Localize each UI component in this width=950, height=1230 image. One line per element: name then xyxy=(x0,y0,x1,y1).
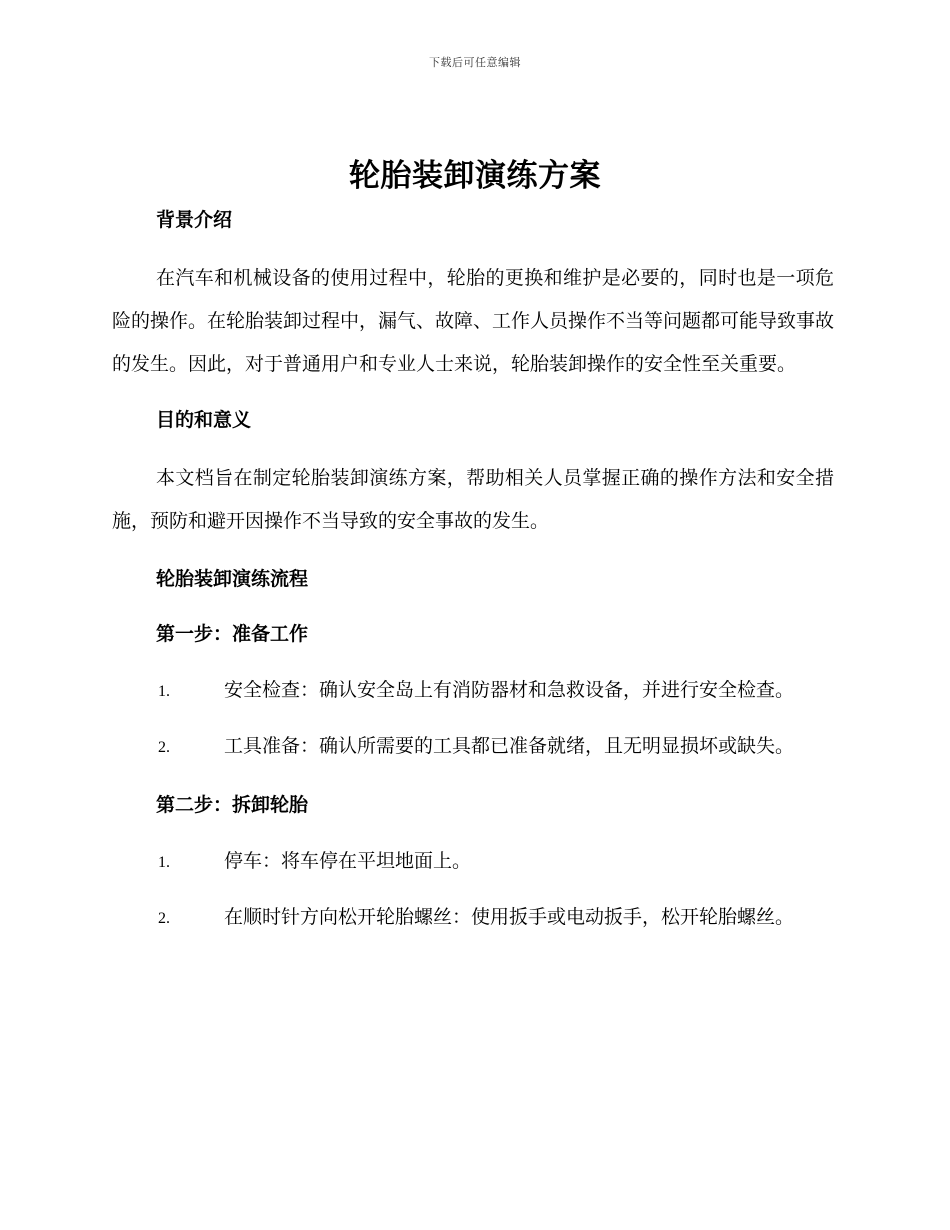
list-item-number: 2. xyxy=(158,739,170,756)
section-heading-step2: 第二步：拆卸轮胎 xyxy=(156,794,309,816)
paragraph-purpose: 本文档旨在制定轮胎装卸演练方案，帮助相关人员掌握正确的操作方法和安全措施，预防和避开因操作不当导致的安全事故的发生。 xyxy=(112,467,834,532)
list-item xyxy=(112,840,834,884)
list-item-number: 1. xyxy=(158,683,170,700)
list-item-text: 安全检查：确认安全岛上有消防器材和急救设备，并进行安全检查。 xyxy=(224,679,795,701)
list-item-number: 2. xyxy=(158,910,170,927)
list-item-number: 1. xyxy=(158,854,170,871)
section-heading-background: 背景介绍 xyxy=(156,209,233,231)
section-heading-process: 轮胎装卸演练流程 xyxy=(156,568,309,590)
list-item-text: 停车：将车停在平坦地面上。 xyxy=(224,850,472,872)
list-item-text: 在顺时针方向松开轮胎螺丝：使用扳手或电动扳手，松开轮胎螺丝。 xyxy=(224,906,795,928)
document-body xyxy=(112,204,834,940)
section-heading-step1: 第一步：准备工作 xyxy=(156,623,309,645)
list-item xyxy=(112,896,834,940)
paragraph-background: 在汽车和机械设备的使用过程中，轮胎的更换和维护是必要的，同时也是一项危险的操作。在轮胎装卸过程中，漏气、故障、工作人员操作不当等问题都可能导致事故的发生。因此，对于普通用户和专业人士来说，轮胎装卸操作的安全性至关重要。 xyxy=(112,267,835,375)
list-item-text: 工具准备：确认所需要的工具都已准备就绪，且无明显损坏或缺失。 xyxy=(224,735,795,757)
header-note: 下载后可任意编辑 xyxy=(429,56,521,69)
document-title: 轮胎装卸演练方案 xyxy=(349,158,601,194)
section-heading-purpose: 目的和意义 xyxy=(156,409,252,431)
list-item xyxy=(112,725,834,769)
list-item xyxy=(112,669,834,713)
